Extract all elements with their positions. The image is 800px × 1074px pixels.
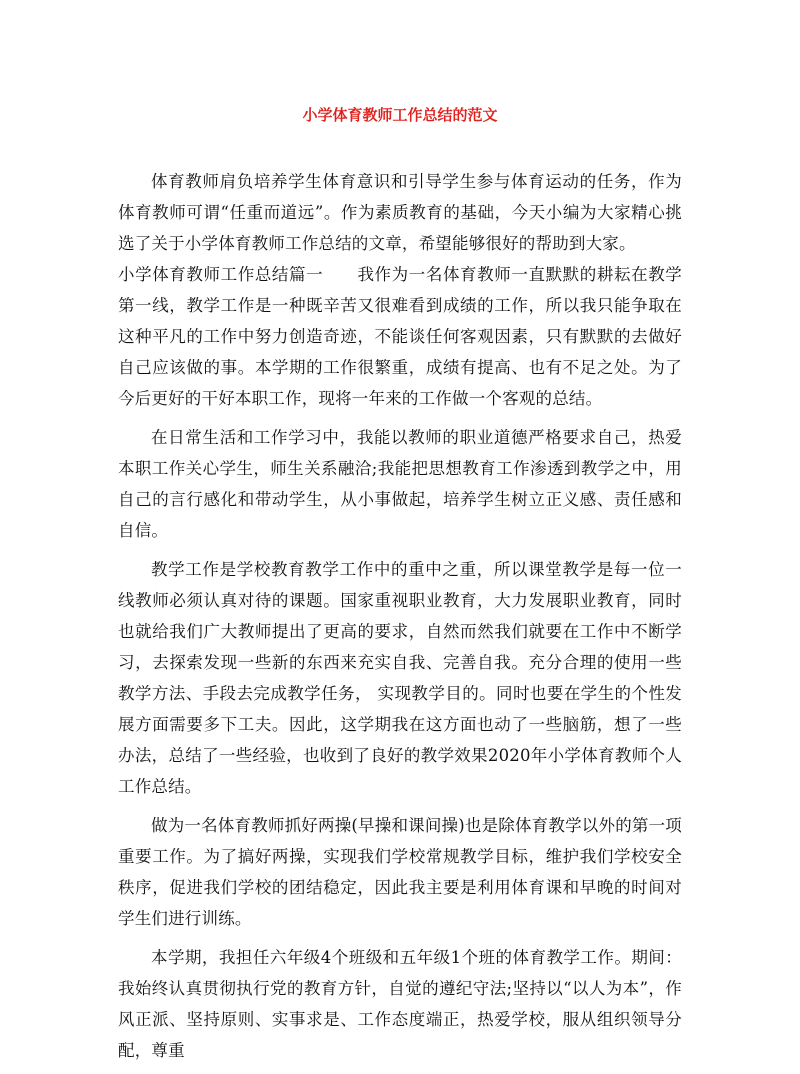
- paragraph-teaching: 教学工作是学校教育教学工作中的重中之重，所以课堂教学是每一位一线教师必须认真对待的课题。国家重视职业教育，大力发展职业教育，同时也就给我们广大教师提出了更高的要求，自然而然我们就要在工作中不断学习，去探索发现一些新的东西来充实自我、完善自我。充分合理的使用一些教学方法、手段去完成教学任务， 实现教学目的。同时也要在学生的个性发展方面需要多下工夫。因此，这学期我在这方面也动了一些脑筋，想了一些办法，总结了一些经验，也收到了良好的教学效果2020年小学体育教师个人工作总结。: [118, 560, 682, 796]
- paragraph-intro: 体育教师肩负培养学生体育意识和引导学生参与体育运动的任务，作为体育教师可谓“任重而道远”。作为素质教育的基础，今天小编为大家精心挑选了关于小学体育教师工作总结的文章，希望能够很好的帮助到大家。: [118, 172, 682, 253]
- document-title: 小学体育教师工作总结的范文: [302, 106, 498, 124]
- paragraph-exercises: 做为一名体育教师抓好两操(早操和课间操)也是除体育教学以外的第一项重要工作。为了搞好两操，实现我们学校常规教学目标，维护我们学校安全秩序，促进我们学校的团结稳定，因此我主要是利用体育课和早晚的时间对学生们进行训练。: [118, 816, 682, 928]
- paragraph-ethics: 在日常生活和工作学习中，我能以教师的职业道德严格要求自己，热爱本职工作关心学生，师生关系融洽;我能把思想教育工作渗透到教学之中，用自己的言行感化和带动学生，从小事做起，培养学生树立正义感、责任感和自信。: [118, 428, 682, 540]
- paragraph-section-one: 小学体育教师工作总结篇一 我作为一名体育教师一直默默的耕耘在教学第一线，教学工作是一种既辛苦又很难看到成绩的工作，所以我只能争取在这种平凡的工作中努力创造奇迹，不能谈任何客观因素，只有默默的去做好自己应该做的事。本学期的工作很繁重，成绩有提高、也有不足之处。为了今后更好的干好本职工作，现将一年来的工作做一个客观的总结。: [118, 265, 682, 408]
- paragraph-semester: 本学期，我担任六年级4个班级和五年级1个班的体育教学工作。期间：我始终认真贯彻执行党的教育方针，自觉的遵纪守法;坚持以“以人为本”，作风正派、坚持原则、实事求是、工作态度端正，热爱学校，服从组织领导分配，尊重: [118, 948, 682, 1060]
- document-body: [118, 166, 682, 1074]
